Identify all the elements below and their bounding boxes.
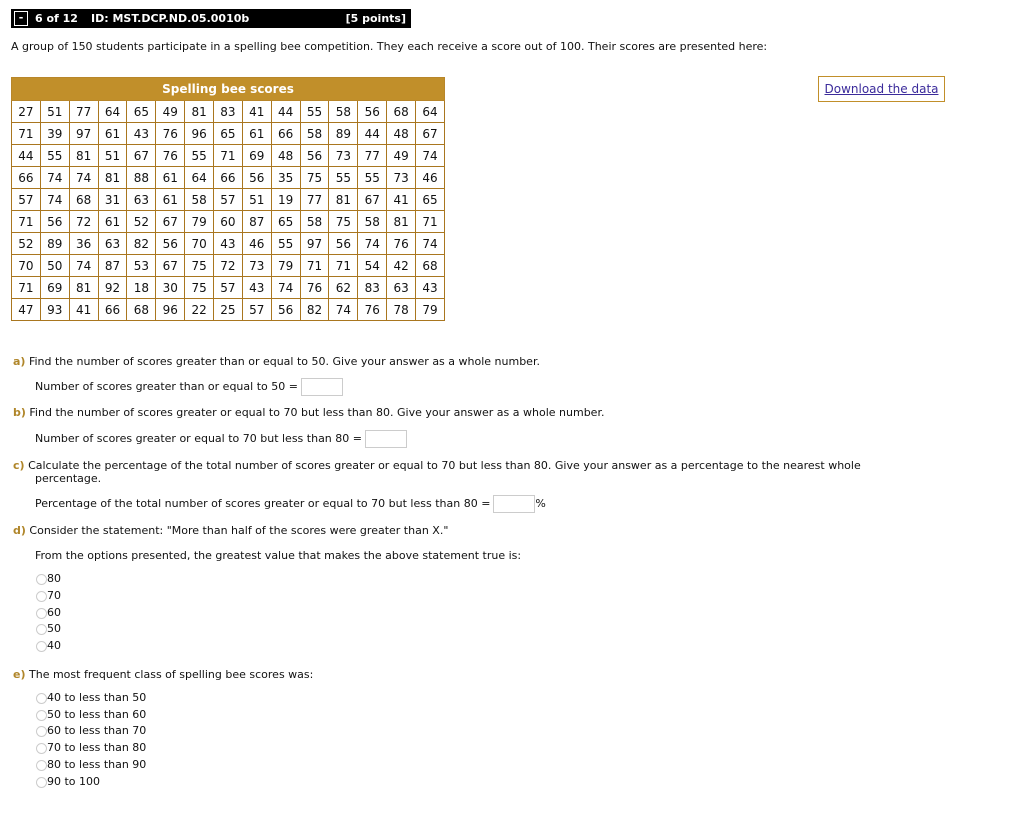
score-cell: 61 [156, 189, 185, 211]
score-cell: 57 [214, 189, 243, 211]
score-cell: 54 [358, 255, 387, 277]
score-cell: 44 [271, 101, 300, 123]
table-row [12, 123, 445, 145]
score-cell: 49 [387, 145, 416, 167]
score-cell: 76 [358, 299, 387, 321]
score-cell: 71 [12, 277, 41, 299]
radio-button[interactable] [36, 591, 47, 602]
option-label: 40 to less than 50 [47, 691, 147, 704]
score-cell: 77 [358, 145, 387, 167]
score-cell: 55 [271, 233, 300, 255]
radio-button[interactable] [36, 624, 47, 635]
score-cell: 87 [242, 211, 271, 233]
score-cell: 79 [416, 299, 445, 321]
answer-prompt: Number of scores greater than or equal to 50 = [35, 380, 298, 393]
score-cell: 74 [358, 233, 387, 255]
score-cell: 67 [127, 145, 156, 167]
score-cell: 68 [387, 101, 416, 123]
option-label: 70 [47, 588, 61, 602]
score-cell: 82 [127, 233, 156, 255]
radio-button[interactable] [36, 743, 47, 754]
score-cell: 68 [416, 255, 445, 277]
score-cell: 87 [98, 255, 127, 277]
score-cell: 67 [156, 211, 185, 233]
score-cell: 60 [214, 211, 243, 233]
score-cell: 68 [69, 189, 98, 211]
score-cell: 41 [387, 189, 416, 211]
score-cell: 56 [358, 101, 387, 123]
option-label: 50 to less than 60 [47, 707, 147, 721]
answer-c-row [35, 495, 546, 513]
score-cell: 81 [387, 211, 416, 233]
table-row [12, 233, 445, 255]
score-cell: 69 [40, 277, 69, 299]
score-cell: 71 [12, 211, 41, 233]
score-cell: 66 [12, 167, 41, 189]
score-cell: 35 [271, 167, 300, 189]
score-cell: 25 [214, 299, 243, 321]
radio-button[interactable] [36, 726, 47, 737]
score-cell: 83 [358, 277, 387, 299]
score-cell: 61 [98, 211, 127, 233]
option-label: 70 to less than 80 [47, 741, 147, 755]
question-text: The most frequent class of spelling bee scores was: [29, 668, 314, 681]
score-cell: 79 [271, 255, 300, 277]
table-row [12, 167, 445, 189]
score-cell: 89 [329, 123, 358, 145]
score-cell: 97 [69, 123, 98, 145]
score-cell: 56 [242, 167, 271, 189]
score-cell: 52 [127, 211, 156, 233]
question-letter: a) [13, 355, 26, 368]
question-text: Find the number of scores greater or equal to 70 but less than 80. Give your answer as a whole number. [29, 406, 605, 419]
score-cell: 74 [329, 299, 358, 321]
score-cell: 51 [98, 145, 127, 167]
question-d-prompt: From the options presented, the greatest value that makes the above statement true is: [35, 549, 522, 562]
score-cell: 56 [156, 233, 185, 255]
score-cell: 44 [358, 123, 387, 145]
question-e [13, 668, 313, 681]
answer-c-input[interactable] [493, 495, 535, 513]
option-label: 40 [47, 639, 61, 653]
score-cell: 44 [12, 145, 41, 167]
score-cell: 70 [185, 233, 214, 255]
score-cell: 81 [185, 101, 214, 123]
score-cell: 43 [127, 123, 156, 145]
score-cell: 57 [12, 189, 41, 211]
score-cell: 74 [271, 277, 300, 299]
score-cell: 58 [300, 211, 329, 233]
option-label: 90 to 100 [47, 774, 101, 788]
score-cell: 77 [69, 101, 98, 123]
question-text: Find the number of scores greater than or equal to 50. Give your answer as a whole number. [28, 355, 540, 368]
option-label: 80 [47, 572, 61, 585]
score-cell: 41 [242, 101, 271, 123]
table-row [12, 101, 445, 123]
score-cell: 64 [416, 101, 445, 123]
option-e-0[interactable] [36, 691, 146, 705]
question-points: [5 points] [345, 12, 406, 25]
score-cell: 71 [300, 255, 329, 277]
score-cell: 93 [40, 299, 69, 321]
score-cell: 55 [329, 167, 358, 189]
score-cell: 72 [69, 211, 98, 233]
question-letter: c) [13, 459, 25, 472]
score-cell: 19 [271, 189, 300, 211]
intro-text: A group of 150 students participate in a spelling bee competition. They each receive a score out of 100. Their scores are presented here: [11, 40, 768, 53]
score-cell: 96 [185, 123, 214, 145]
option-e-3[interactable] [36, 741, 146, 755]
table-title: Spelling bee scores [12, 78, 445, 101]
score-cell: 83 [214, 101, 243, 123]
collapse-toggle-button[interactable]: - [14, 11, 28, 26]
score-cell: 41 [69, 299, 98, 321]
table-row [12, 255, 445, 277]
score-cell: 92 [98, 277, 127, 299]
question-letter: e) [13, 668, 26, 681]
answer-prompt: Percentage of the total number of scores greater or equal to 70 but less than 80 = [35, 497, 491, 510]
score-cell: 65 [127, 101, 156, 123]
score-cell: 75 [329, 211, 358, 233]
score-cell: 66 [271, 123, 300, 145]
score-cell: 43 [214, 233, 243, 255]
score-cell: 89 [40, 233, 69, 255]
score-cell: 36 [69, 233, 98, 255]
score-cell: 97 [300, 233, 329, 255]
option-d-3[interactable] [36, 622, 61, 636]
score-cell: 73 [387, 167, 416, 189]
score-cell: 61 [156, 167, 185, 189]
score-cell: 58 [185, 189, 214, 211]
score-cell: 75 [185, 277, 214, 299]
question-c [13, 459, 861, 472]
score-cell: 66 [214, 167, 243, 189]
option-label: 60 [47, 605, 61, 619]
question-text: Consider the statement: "More than half of the scores were greater than X." [29, 524, 449, 537]
score-cell: 67 [416, 123, 445, 145]
score-cell: 75 [300, 167, 329, 189]
score-cell: 74 [69, 255, 98, 277]
score-cell: 73 [242, 255, 271, 277]
score-cell: 43 [242, 277, 271, 299]
score-cell: 62 [329, 277, 358, 299]
answer-b-input[interactable] [365, 430, 407, 448]
score-cell: 88 [127, 167, 156, 189]
score-cell: 65 [214, 123, 243, 145]
score-cell: 63 [127, 189, 156, 211]
score-cell: 57 [214, 277, 243, 299]
question-id: ID: MST.DCP.ND.05.0010b [91, 12, 250, 25]
question-letter: b) [13, 406, 26, 419]
score-cell: 51 [242, 189, 271, 211]
score-cell: 22 [185, 299, 214, 321]
score-cell: 57 [242, 299, 271, 321]
question-letter: d) [13, 524, 26, 537]
score-cell: 74 [40, 167, 69, 189]
score-cell: 52 [12, 233, 41, 255]
score-cell: 79 [185, 211, 214, 233]
score-cell: 74 [69, 167, 98, 189]
score-cell: 76 [156, 145, 185, 167]
score-cell: 67 [156, 255, 185, 277]
score-cell: 74 [416, 145, 445, 167]
score-cell: 56 [329, 233, 358, 255]
score-cell: 71 [12, 123, 41, 145]
score-cell: 77 [300, 189, 329, 211]
radio-button[interactable] [36, 777, 47, 788]
score-cell: 30 [156, 277, 185, 299]
table-row [12, 211, 445, 233]
question-c-continued: percentage. [35, 472, 102, 485]
score-cell: 58 [300, 123, 329, 145]
option-label: 50 [47, 622, 61, 636]
score-cell: 71 [329, 255, 358, 277]
score-cell: 78 [387, 299, 416, 321]
table-row [12, 145, 445, 167]
score-cell: 81 [329, 189, 358, 211]
download-data-button[interactable]: Download the data [818, 76, 945, 102]
score-cell: 47 [12, 299, 41, 321]
table-row [12, 299, 445, 321]
option-label: 80 to less than 90 [47, 757, 147, 771]
score-cell: 55 [300, 101, 329, 123]
answer-prompt: Number of scores greater or equal to 70 but less than 80 = [35, 432, 362, 445]
score-cell: 81 [69, 145, 98, 167]
question-b [13, 406, 604, 419]
radio-button[interactable] [36, 710, 47, 721]
radio-button[interactable] [36, 693, 47, 704]
score-cell: 69 [242, 145, 271, 167]
answer-b-row [35, 430, 407, 448]
score-cell: 27 [12, 101, 41, 123]
score-cell: 74 [40, 189, 69, 211]
score-cell: 64 [98, 101, 127, 123]
answer-a-input[interactable] [301, 378, 343, 396]
score-cell: 56 [300, 145, 329, 167]
score-cell: 66 [98, 299, 127, 321]
score-cell: 71 [214, 145, 243, 167]
radio-button[interactable] [36, 608, 47, 619]
score-cell: 42 [387, 255, 416, 277]
answer-a-row [35, 378, 343, 396]
score-cell: 82 [300, 299, 329, 321]
score-cell: 73 [329, 145, 358, 167]
score-cell: 18 [127, 277, 156, 299]
question-text: Calculate the percentage of the total number of scores greater or equal to 70 but less than 80. Give your answer as a percentage to the nearest whole [28, 459, 861, 472]
score-cell: 56 [40, 211, 69, 233]
score-cell: 53 [127, 255, 156, 277]
option-e-1[interactable] [36, 708, 146, 722]
score-cell: 58 [329, 101, 358, 123]
table-row [12, 189, 445, 211]
score-cell: 96 [156, 299, 185, 321]
scores-table [11, 77, 445, 321]
question-header [11, 9, 411, 28]
score-cell: 48 [387, 123, 416, 145]
score-cell: 55 [185, 145, 214, 167]
score-cell: 71 [416, 211, 445, 233]
score-cell: 81 [69, 277, 98, 299]
score-cell: 55 [358, 167, 387, 189]
score-cell: 75 [185, 255, 214, 277]
score-cell: 46 [242, 233, 271, 255]
question-a [13, 355, 540, 368]
score-cell: 76 [300, 277, 329, 299]
score-cell: 39 [40, 123, 69, 145]
radio-button[interactable] [36, 574, 47, 585]
question-d [13, 524, 448, 537]
option-d-0[interactable] [36, 572, 61, 586]
score-cell: 49 [156, 101, 185, 123]
score-cell: 61 [98, 123, 127, 145]
score-cell: 68 [127, 299, 156, 321]
score-cell: 76 [156, 123, 185, 145]
option-e-5[interactable] [36, 775, 100, 789]
score-cell: 70 [12, 255, 41, 277]
score-cell: 74 [416, 233, 445, 255]
score-cell: 61 [242, 123, 271, 145]
percent-unit: % [535, 497, 546, 510]
option-e-2[interactable] [36, 724, 146, 738]
radio-button[interactable] [36, 760, 47, 771]
score-cell: 72 [214, 255, 243, 277]
score-cell: 63 [387, 277, 416, 299]
score-cell: 56 [271, 299, 300, 321]
score-cell: 46 [416, 167, 445, 189]
score-cell: 48 [271, 145, 300, 167]
score-cell: 50 [40, 255, 69, 277]
option-label: 60 to less than 70 [47, 724, 147, 738]
table-row [12, 277, 445, 299]
option-d-4[interactable] [36, 639, 61, 653]
score-cell: 81 [98, 167, 127, 189]
score-cell: 31 [98, 189, 127, 211]
score-cell: 65 [416, 189, 445, 211]
score-cell: 67 [358, 189, 387, 211]
score-cell: 58 [358, 211, 387, 233]
option-e-4[interactable] [36, 758, 146, 772]
option-d-2[interactable] [36, 606, 61, 620]
score-cell: 43 [416, 277, 445, 299]
score-cell: 55 [40, 145, 69, 167]
score-cell: 76 [387, 233, 416, 255]
score-cell: 51 [40, 101, 69, 123]
score-cell: 64 [185, 167, 214, 189]
option-d-1[interactable] [36, 589, 61, 603]
score-cell: 65 [271, 211, 300, 233]
question-position: 6 of 12 [35, 12, 78, 25]
radio-button[interactable] [36, 641, 47, 652]
score-cell: 63 [98, 233, 127, 255]
